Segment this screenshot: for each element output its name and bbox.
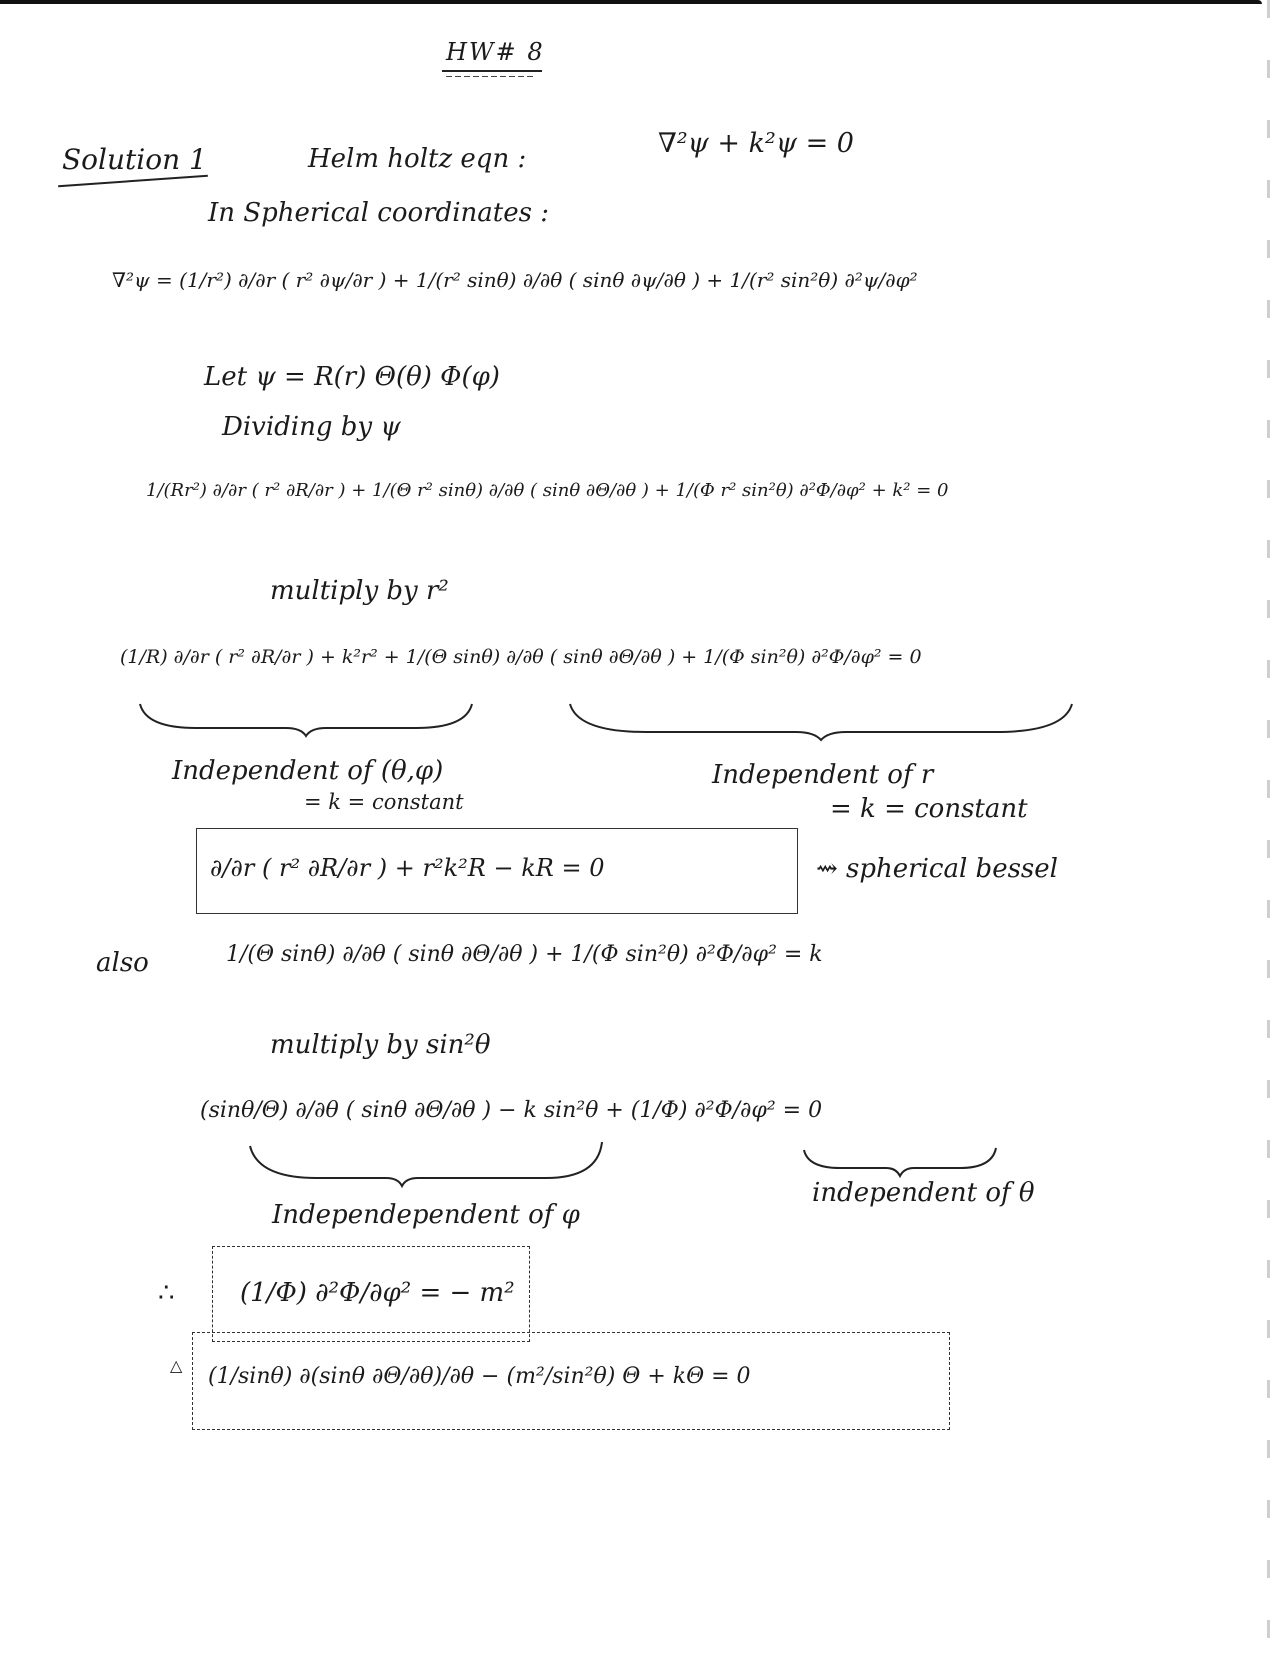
solution-underline (58, 175, 208, 187)
divided-equation: 1/(Rr²) ∂/∂r ( r² ∂R/∂r ) + 1/(Θ r² sinθ) ∂/∂θ ( sinθ ∂Θ/∂θ ) + 1/(Φ r² sin²θ) ∂²Φ/∂φ² + k² = 0 (146, 480, 949, 501)
therefore-symbol: ∴ (158, 1278, 175, 1308)
helmholtz-label: Helm holtz eqn : (308, 144, 527, 174)
theta-underbrace (800, 1144, 1000, 1178)
separated-equation: (1/R) ∂/∂r ( r² ∂R/∂r ) + k²r² + 1/(Θ sinθ) ∂/∂θ ( sinθ ∂Θ/∂θ ) + 1/(Φ sin²θ) ∂²Φ/∂φ² = 0 (120, 646, 922, 668)
spherical-bessel-note: ⇝ spherical bessel (816, 854, 1058, 884)
solution-label: Solution 1 (62, 143, 207, 176)
laplacian-equation: ∇²ψ = (1/r²) ∂/∂r ( r² ∂ψ/∂r ) + 1/(r² sinθ) ∂/∂θ ( sinθ ∂ψ/∂θ ) + 1/(r² sin²θ) ∂²ψ/∂φ² (112, 268, 918, 292)
independent-theta-label: independent of θ (812, 1178, 1035, 1208)
independent-theta-phi-label: Independent of (θ,φ) (172, 756, 444, 786)
phi-equation: (1/Φ) ∂²Φ/∂φ² = − m² (240, 1278, 515, 1308)
delta-mark: △ (170, 1356, 183, 1375)
multiply-r2-label: multiply by r² (270, 576, 449, 606)
left-underbrace (136, 698, 476, 738)
phi-underbrace (246, 1138, 606, 1188)
independent-r-label: Independent of r (712, 760, 934, 790)
title-double-underline (446, 76, 536, 77)
spherical-coordinates-label: In Spherical coordinates : (208, 198, 549, 228)
dividing-label: Dividing by ψ (222, 412, 401, 442)
theta-equation: (1/sinθ) ∂(sinθ ∂Θ/∂θ)/∂θ − (m²/sin²θ) Θ + kΘ = 0 (208, 1364, 751, 1389)
page-top-edge (0, 0, 1262, 4)
title-underline (442, 70, 542, 72)
independent-phi-label: Independependent of φ (272, 1200, 580, 1230)
angular-equation: 1/(Θ sinθ) ∂/∂θ ( sinθ ∂Θ/∂θ ) + 1/(Φ sin²θ) ∂²Φ/∂φ² = k (226, 942, 823, 967)
right-underbrace (566, 698, 1076, 742)
separation-ansatz: Let ψ = R(r) Θ(θ) Φ(φ) (204, 362, 500, 392)
constant-left-label: = k = constant (304, 790, 464, 814)
radial-equation: ∂/∂r ( r² ∂R/∂r ) + r²k²R − kR = 0 (210, 854, 605, 882)
scan-right-edge (1267, 0, 1270, 1656)
also-label: also (96, 948, 149, 978)
multiply-sin2-label: multiply by sin²θ (270, 1030, 491, 1060)
constant-right-label: = k = constant (830, 794, 1028, 824)
helmholtz-equation: ∇²ψ + k²ψ = 0 (658, 128, 854, 159)
sin-multiplied-equation: (sinθ/Θ) ∂/∂θ ( sinθ ∂Θ/∂θ ) − k sin²θ + (1/Φ) ∂²Φ/∂φ² = 0 (200, 1098, 823, 1123)
page-title: HW# 8 (446, 38, 545, 66)
